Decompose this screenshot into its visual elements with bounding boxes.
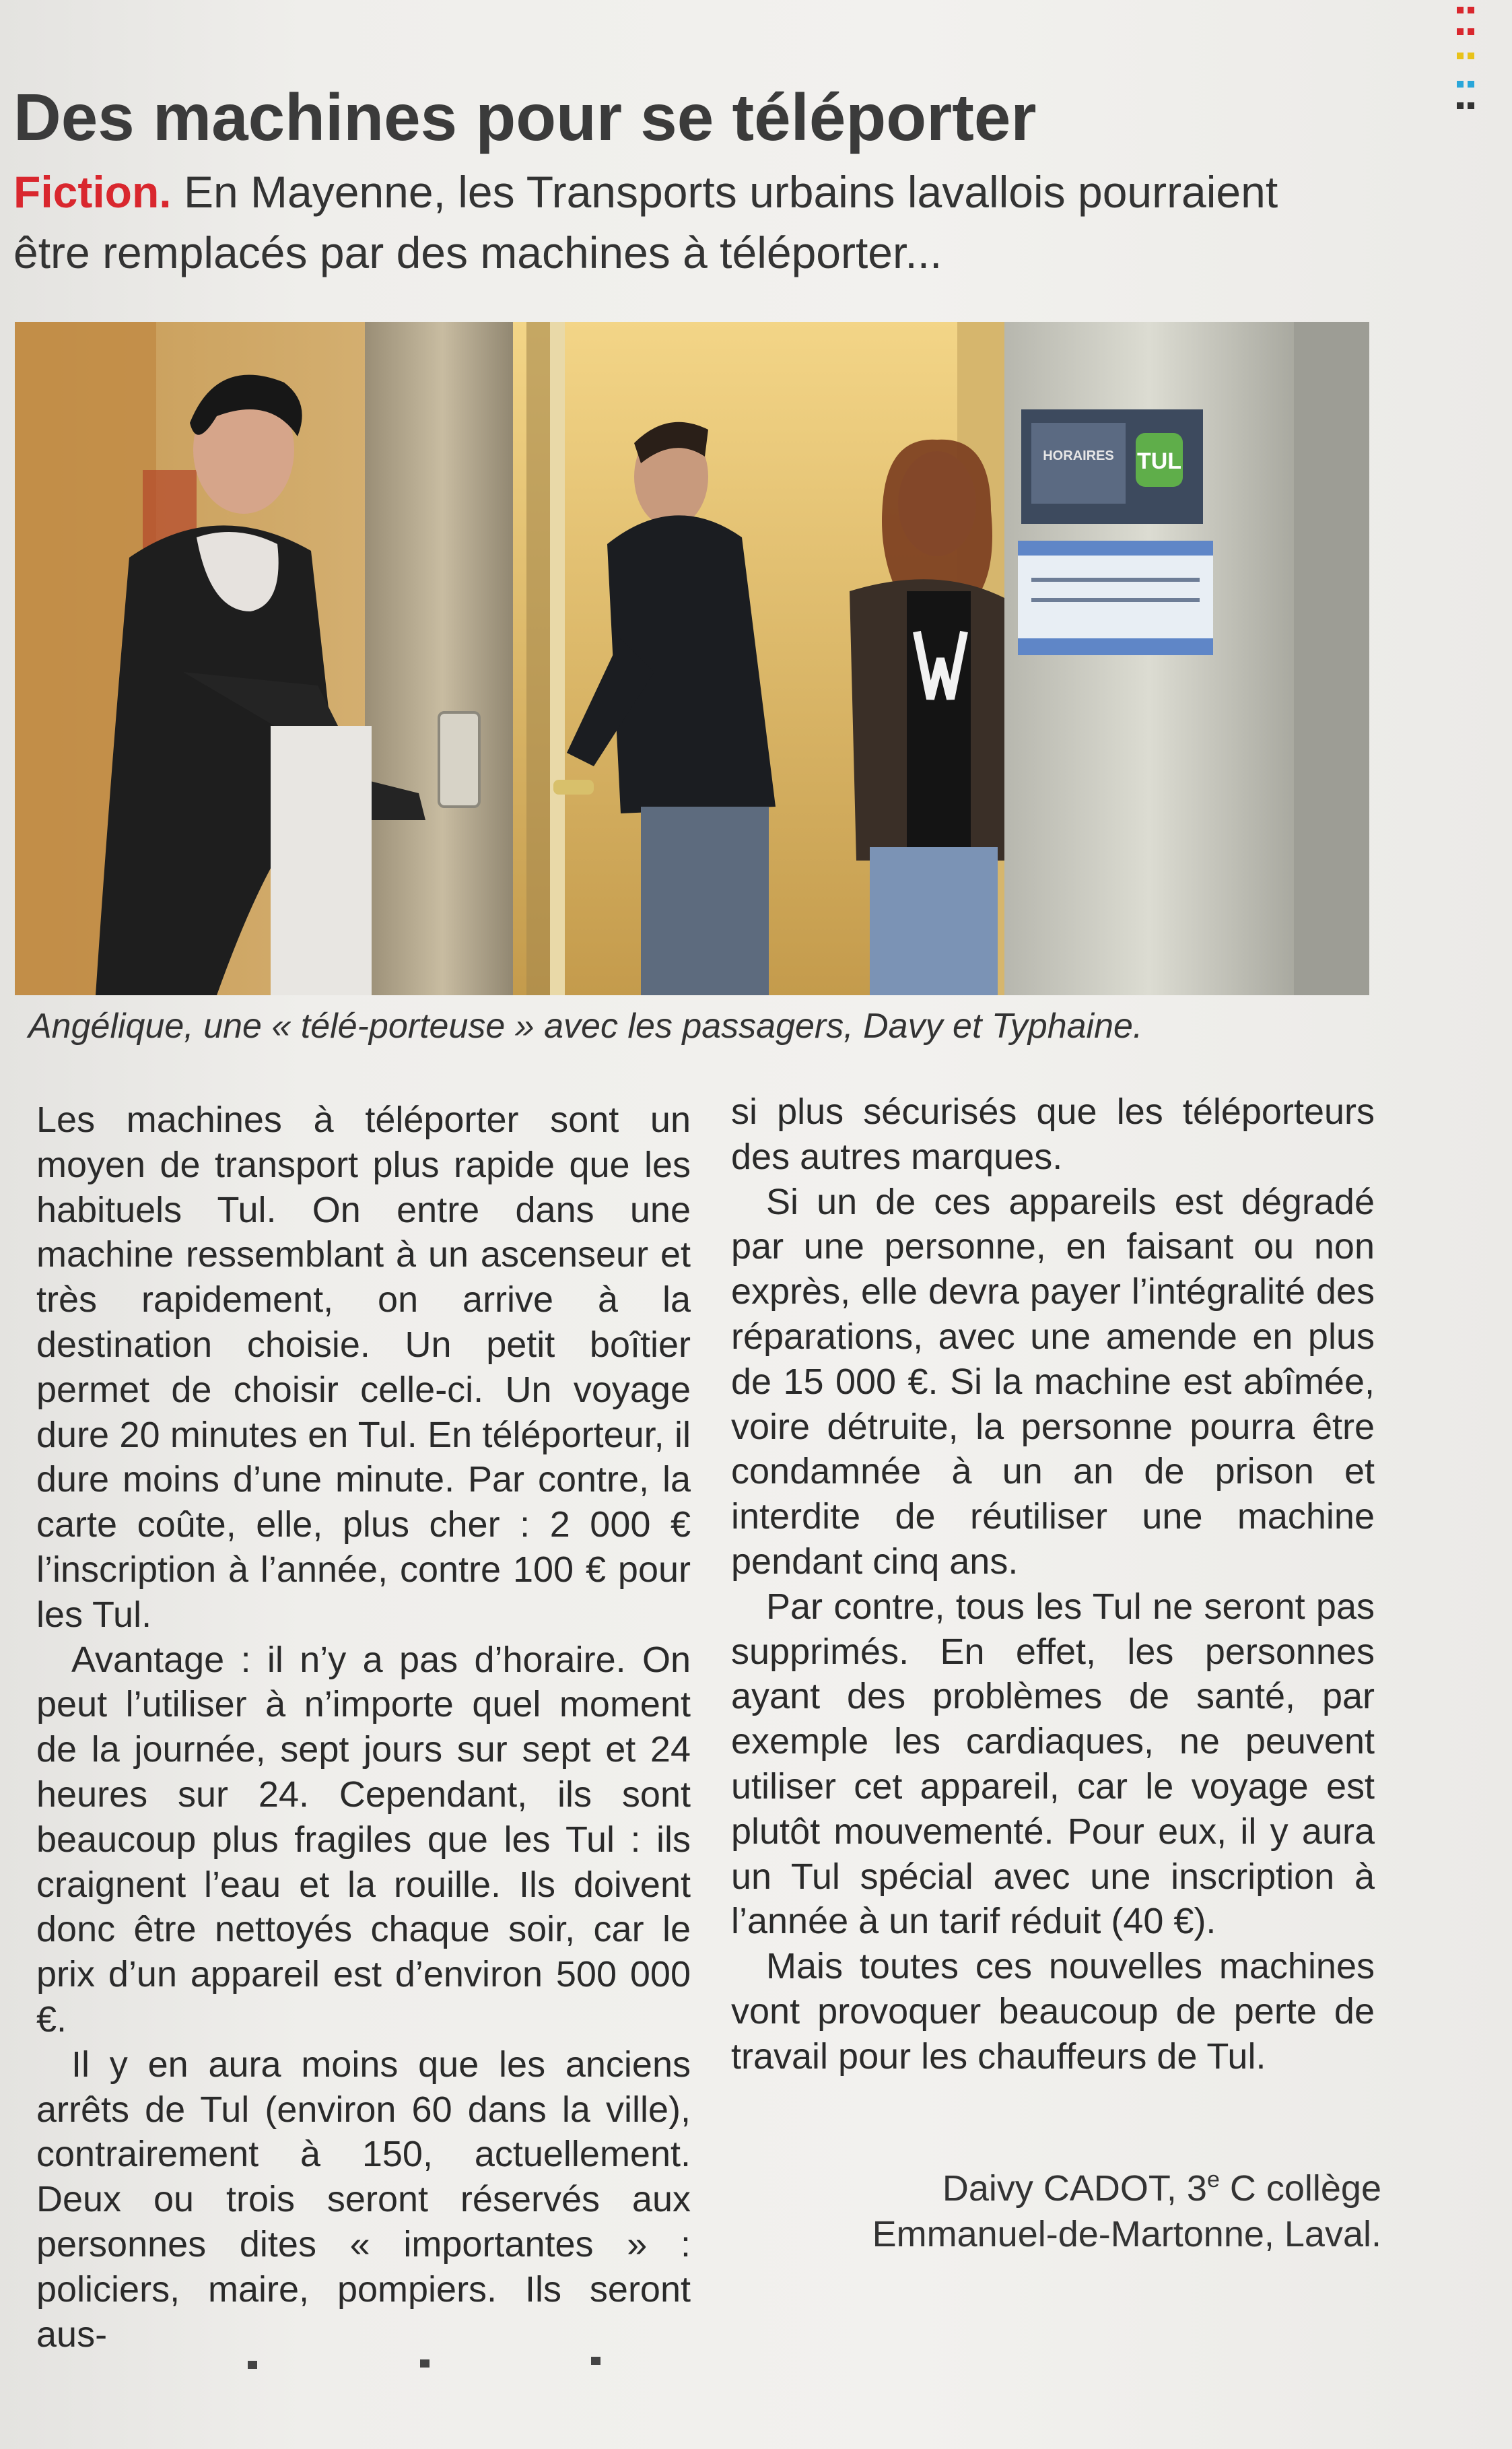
photo-caption: Angélique, une « télé-porteuse » avec les passagers, Davy et Typhaine. [28, 1007, 1143, 1046]
registration-mark-blue [1457, 81, 1464, 88]
registration-mark-red [1468, 28, 1474, 35]
article-standfirst [13, 162, 1333, 283]
paragraph: Les machines à téléporter sont un moyen de transport plus rapide que les habituels Tul. On entre dans une machine ressemblant à un ascenseur et très rapidement, on arrive à la destination choisie. Un petit boîtier permet de choisir celle-ci. Un voyage dure 20 minutes en Tul. En téléporteur, il dure moins d’une minute. Par contre, la carte coûte, elle, plus cher : 2 000 € l’inscription à l’année, contre 100 € pour les Tul. [36, 1100, 691, 1635]
paragraph: Il y en aura moins que les anciens arrêts de Tul (environ 60 dans la ville), contrairement à 150, actuellement. Deux ou trois seront réservés aux personnes dites « importantes » : policiers, maire, pompiers. Ils seront aus- [36, 2044, 691, 2355]
article-photo [15, 322, 1369, 995]
signature-class-school: C collège [1219, 2168, 1381, 2209]
photo-sign-tul: TUL [1136, 448, 1182, 474]
signature-author: Daivy CADOT, 3 [942, 2168, 1207, 2209]
registration-mark-red [1468, 7, 1474, 13]
article-signature [794, 2166, 1381, 2257]
paragraph: Avantage : il n’y a pas d’horaire. On peut l’utiliser à n’importe quel moment de la journée, sept jours sur sept et 24 heures sur 24. Cependant, ils sont beaucoup plus fragiles que les Tul : ils craignent l’eau et la rouille. Ils doivent donc être nettoyés chaque soir, car le prix d’un appareil est d’environ 500 000 €. [36, 1639, 691, 2040]
trim-mark [420, 2359, 429, 2368]
photo-sign-label: HORAIRES [1043, 448, 1114, 463]
article-body-right-column [731, 1089, 1375, 2079]
signature-grade-sup: e [1206, 2167, 1220, 2192]
standfirst-text: En Mayenne, les Transports urbains lavallois pourraient être remplacés par des machines à téléporter... [13, 167, 1278, 277]
trim-mark [248, 2361, 257, 2369]
paragraph: Par contre, tous les Tul ne seront pas supprimés. En effet, les personnes ayant des problèmes de santé, par exemple les cardiaques, ne peuvent utiliser cet appareil, car le voyage est plutôt mouvementé. Pour eux, il y aura un Tul spécial avec une inscription à l’année à un tarif réduit (40 €). [731, 1586, 1375, 1942]
registration-mark-red [1457, 28, 1464, 35]
article-body-left-column [36, 1098, 691, 2357]
article-headline: Des machines pour se téléporter [13, 80, 1037, 154]
registration-mark-yellow [1468, 53, 1474, 59]
registration-mark-black [1468, 102, 1474, 109]
paragraph: Si un de ces appareils est dégradé par une personne, en faisant ou non exprès, elle devra payer l’intégralité des réparations, avec une amende en plus de 15 000 €. Si la machine est abîmée, voire détruite, la personne pourra être condamnée à un an de prison et interdite de réutiliser une machine pendant cinq ans. [731, 1181, 1375, 1582]
article-kicker: Fiction. [13, 167, 172, 217]
registration-mark-black [1457, 102, 1464, 109]
photo-elevator-scene [15, 322, 1369, 995]
registration-mark-blue [1468, 81, 1474, 88]
registration-mark-red [1457, 7, 1464, 13]
paragraph: si plus sécurisés que les téléporteurs des autres marques. [731, 1092, 1375, 1177]
paragraph: Mais toutes ces nouvelles machines vont provoquer beaucoup de perte de travail pour les chauffeurs de Tul. [731, 1946, 1375, 2077]
registration-mark-yellow [1457, 53, 1464, 59]
trim-mark [591, 2357, 600, 2365]
signature-school-line: Emmanuel-de-Martonne, Laval. [872, 2214, 1381, 2254]
